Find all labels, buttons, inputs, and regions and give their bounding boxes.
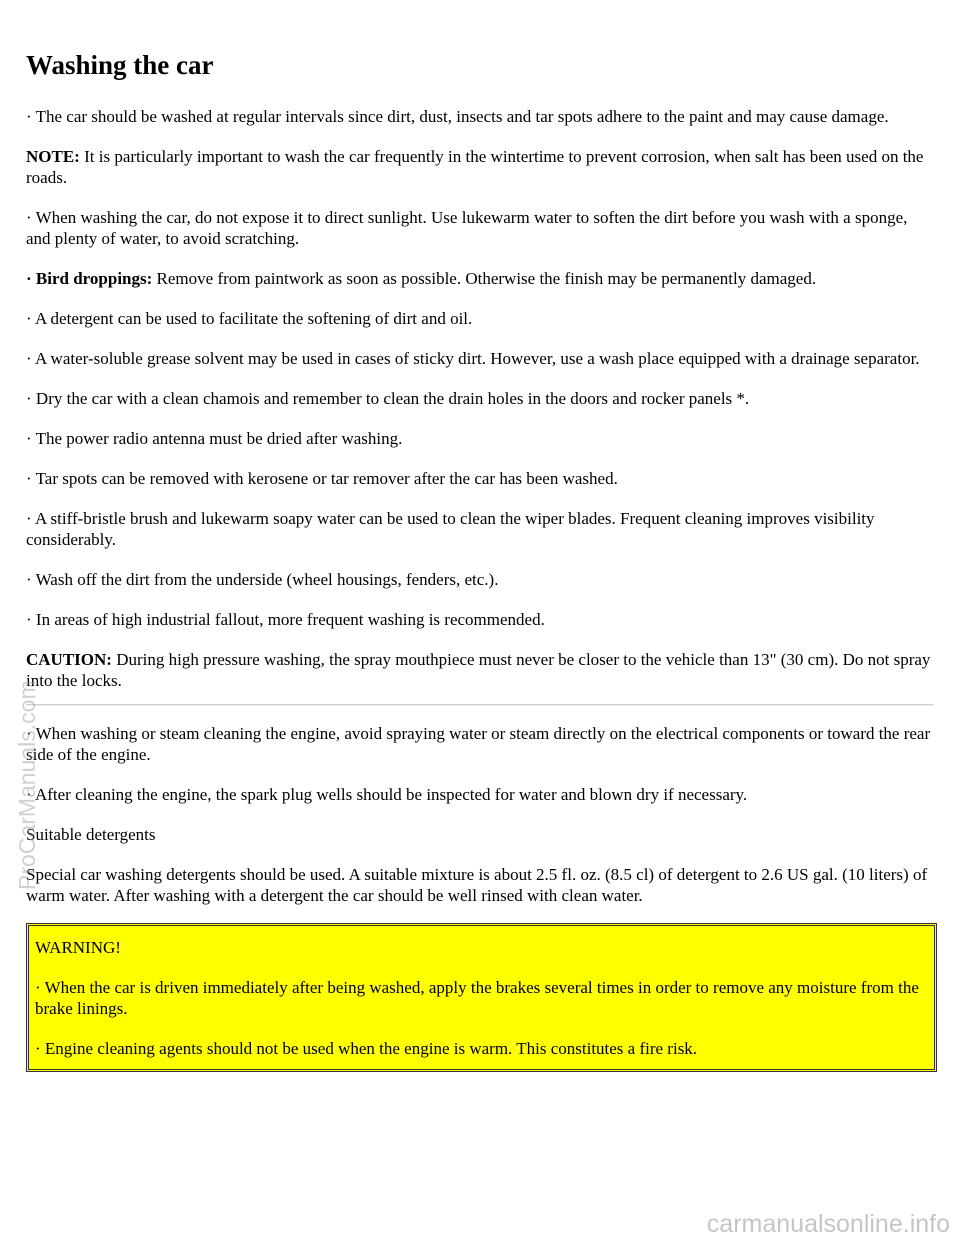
paragraph-tar-spots: · Tar spots can be removed with kerosene or tar remover after the car has been washed. bbox=[26, 469, 618, 488]
page-title: Washing the car bbox=[26, 50, 214, 80]
paragraph-sunlight: · When washing the car, do not expose it to direct sunlight. Use lukewarm water to soften the dirt before you wash with a sponge, and plenty of water, to avoid scratching. bbox=[26, 208, 908, 248]
side-watermark: ProCarManuals.com bbox=[14, 680, 40, 890]
paragraph-detergent: · A detergent can be used to facilitate the softening of dirt and oil. bbox=[26, 309, 473, 328]
warning-item-fire-risk: · Engine cleaning agents should not be used when the engine is warm. This constitutes a fire risk. bbox=[35, 1039, 698, 1058]
warning-box bbox=[26, 923, 937, 1072]
paragraph-antenna: · The power radio antenna must be dried after washing. bbox=[26, 429, 403, 448]
note-label: NOTE: bbox=[26, 147, 80, 166]
paragraph-dry-car: · Dry the car with a clean chamois and remember to clean the drain holes in the doors and rocker panels *. bbox=[26, 389, 750, 408]
caution-paragraph: CAUTION: During high pressure washing, the spray mouthpiece must never be closer to the vehicle than 13" (30 cm). Do not spray into the locks. bbox=[26, 650, 931, 690]
section-divider bbox=[26, 704, 934, 706]
warning-title: WARNING! bbox=[35, 938, 121, 957]
paragraph-spark-plug-wells: · After cleaning the engine, the spark plug wells should be inspected for water and blown dry if necessary. bbox=[26, 785, 748, 804]
paragraph-detergent-mixture: Special car washing detergents should be used. A suitable mixture is about 2.5 fl. oz. (8.5 cl) of detergent to 2.6 US gal. (10 liters) of warm water. After washing with a detergent the car should be well rinsed with clean water. bbox=[26, 865, 928, 905]
paragraph-industrial-fallout: · In areas of high industrial fallout, more frequent washing is recommended. bbox=[26, 610, 545, 629]
paragraph-underside: · Wash off the dirt from the underside (wheel housings, fenders, etc.). bbox=[26, 570, 499, 589]
document-body bbox=[26, 106, 934, 1072]
paragraph-wash-intervals: · The car should be washed at regular intervals since dirt, dust, insects and tar spots adhere to the paint and may cause damage. bbox=[26, 107, 889, 126]
caution-label: CAUTION: bbox=[26, 650, 112, 669]
bottom-watermark: carmanualsonline.info bbox=[706, 1210, 950, 1238]
paragraph-grease-solvent: · A water-soluble grease solvent may be used in cases of sticky dirt. However, use a wash place equipped with a drainage separator. bbox=[26, 349, 920, 368]
paragraph-bird-droppings: · Bird droppings: Remove from paintwork as soon as possible. Otherwise the finish may be permanently damaged. bbox=[26, 269, 817, 288]
suitable-detergents-heading: Suitable detergents bbox=[26, 825, 156, 844]
warning-item-brakes: · When the car is driven immediately after being washed, apply the brakes several times in order to remove any moisture from the brake linings. bbox=[35, 978, 919, 1018]
paragraph-wiper-blades: · A stiff-bristle brush and lukewarm soapy water can be used to clean the wiper blades. Frequent cleaning improves visibility considerably. bbox=[26, 509, 875, 549]
paragraph-engine-washing: · When washing or steam cleaning the engine, avoid spraying water or steam directly on the electrical components or toward the rear side of the engine. bbox=[26, 724, 931, 764]
note-paragraph: NOTE: It is particularly important to wash the car frequently in the wintertime to prevent corrosion, when salt has been used on the roads. bbox=[26, 147, 924, 187]
